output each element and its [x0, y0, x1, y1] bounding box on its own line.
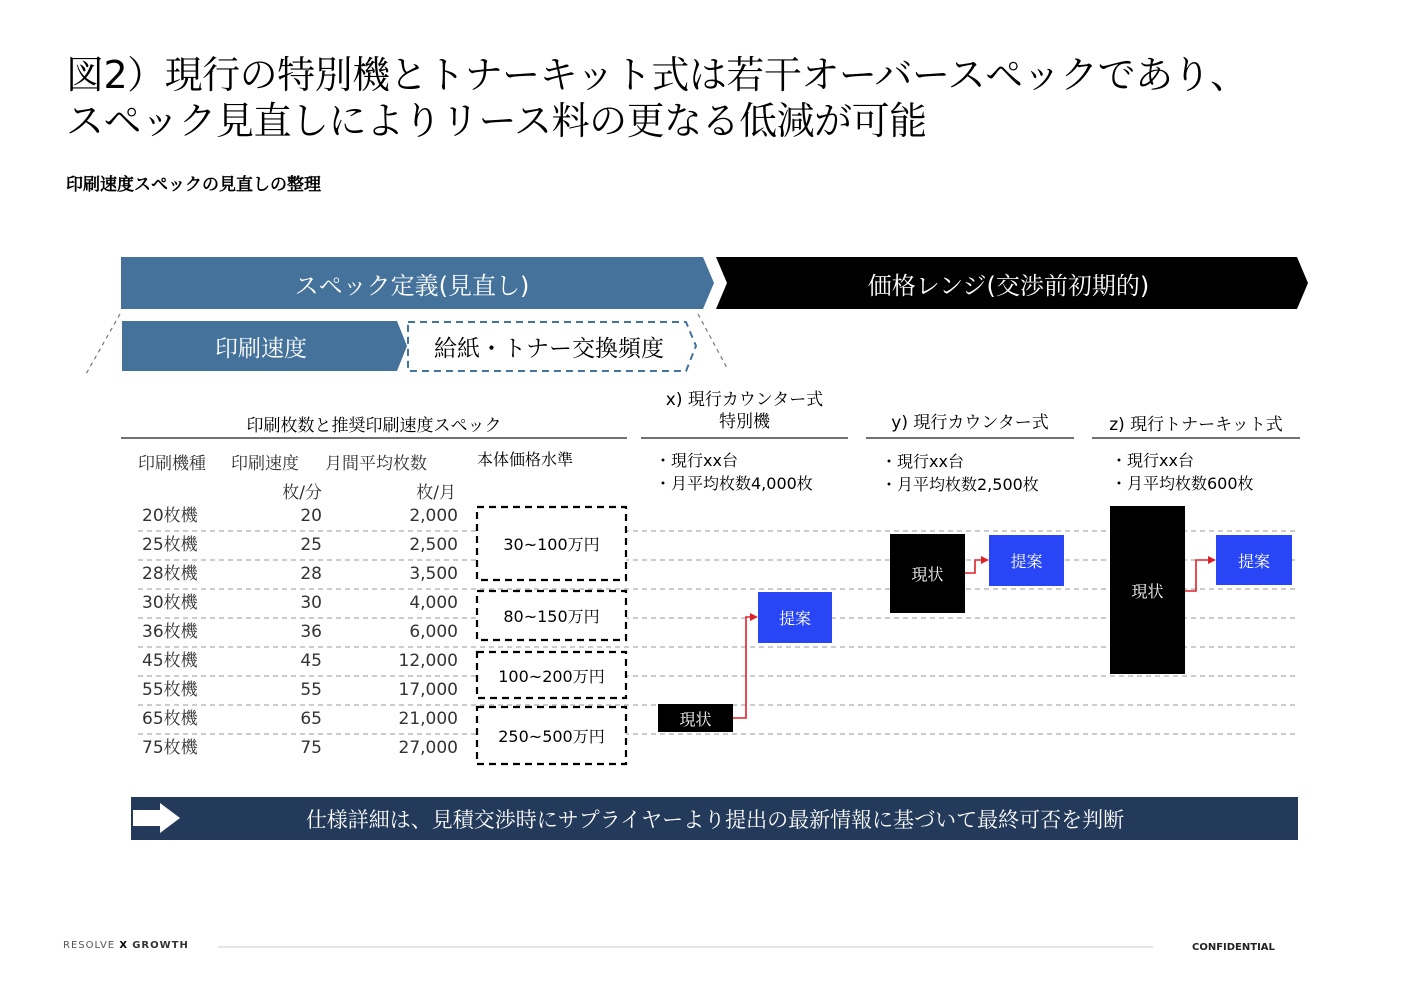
table-row-model: 36枚機	[142, 622, 198, 642]
table-section-header: 印刷枚数と推奨印刷速度スペック	[246, 416, 502, 436]
price-band-label: 100~200万円	[498, 666, 605, 686]
conclusion-banner: 仕様詳細は、見積交渉時にサプライヤーより提出の最新情報に基づいて最終可否を判断	[305, 807, 1125, 832]
table-row-model: 55枚機	[142, 680, 198, 700]
machine-z-notes	[1111, 449, 1254, 495]
table-row-model: 28枚機	[142, 564, 198, 584]
table-row-model: 45枚機	[142, 651, 198, 671]
table-row-speed: 30	[300, 593, 322, 613]
machine-x-header	[641, 389, 848, 433]
machine-z-proposal-box: 提案	[1216, 535, 1292, 585]
table-row-monthly: 6,000	[409, 622, 458, 642]
table-row-model: 25枚機	[142, 535, 198, 555]
table-row-speed: 65	[300, 709, 322, 729]
machine-y-notes	[881, 450, 1039, 496]
col-header-speed: 印刷速度	[231, 454, 299, 474]
col-header-model: 印刷機種	[138, 454, 206, 474]
tab-print-speed: 印刷速度	[215, 335, 307, 362]
price-band-label: 80~150万円	[503, 607, 600, 626]
machine-y-proposal-box: 提案	[989, 535, 1064, 586]
page-title-line2: スペック見直しによりリース料の更なる低減が可能	[66, 99, 927, 143]
machine-z-header: z) 現行トナーキット式	[1109, 415, 1283, 435]
table-row-model: 65枚機	[142, 709, 198, 729]
machine-z-note1: ・現行xx台	[1111, 451, 1194, 470]
table-row-monthly: 4,000	[409, 593, 458, 613]
machine-z-current-box: 現状	[1110, 506, 1185, 674]
machine-y-header: y) 現行カウンター式	[891, 413, 1049, 433]
table-row-speed: 25	[300, 535, 322, 555]
tab-paper-toner: 給紙・トナー交換頻度	[434, 336, 664, 362]
table-row-model: 20枚機	[142, 506, 198, 526]
col-header-price: 本体価格水準	[477, 450, 574, 469]
confidential-label: CONFIDENTIAL	[1192, 942, 1275, 953]
price-band-label: 250~500万円	[498, 727, 605, 746]
machine-x-title-line1: x) 現行カウンター式	[665, 390, 824, 410]
machine-x-note1: ・現行xx台	[655, 451, 738, 470]
table-row-monthly: 17,000	[398, 680, 458, 700]
table-row-monthly: 21,000	[398, 709, 458, 729]
table-row-monthly: 2,000	[409, 506, 458, 526]
table-row-speed: 55	[300, 680, 322, 700]
table-row-speed: 36	[300, 622, 322, 642]
machine-x-proposal-box: 提案	[758, 592, 832, 643]
table-row-model: 30枚機	[142, 593, 198, 613]
machine-y-note1: ・現行xx台	[881, 452, 964, 471]
col-header-monthly: 月間平均枚数	[325, 454, 427, 474]
table-row-speed: 20	[300, 506, 322, 526]
table-row-speed: 45	[300, 651, 322, 671]
table-row-model: 75枚機	[142, 738, 198, 758]
table-row-monthly: 2,500	[409, 535, 458, 555]
table-row-speed: 28	[300, 564, 322, 584]
price-band-label: 30~100万円	[503, 535, 600, 554]
spec-chevron: スペック定義(見直し)	[294, 271, 530, 300]
table-row-speed: 75	[300, 738, 322, 758]
unit-monthly: 枚/月	[416, 483, 456, 503]
price-chevron: 価格レンジ(交渉前初期的)	[867, 271, 1150, 300]
footer-brand	[63, 940, 189, 951]
machine-y-note2: ・月平均枚数2,500枚	[881, 475, 1039, 494]
machine-x-title-line2: 特別機	[719, 412, 770, 432]
table-row-monthly: 27,000	[398, 738, 458, 758]
unit-speed: 枚/分	[282, 483, 322, 503]
machine-y-current-box: 現状	[890, 534, 965, 613]
page-subtitle: 印刷速度スペックの見直しの整理	[66, 175, 321, 195]
brand-x-logo: X	[119, 940, 129, 951]
table-row-monthly: 12,000	[398, 651, 458, 671]
machine-x-notes	[655, 449, 813, 495]
table-row-monthly: 3,500	[409, 564, 458, 584]
brand-growth: GROWTH	[132, 940, 189, 951]
machine-x-current-box: 現状	[658, 704, 733, 732]
machine-z-note2: ・月平均枚数600枚	[1111, 474, 1254, 493]
page-title-line1: 図2）現行の特別機とトナーキット式は若干オーバースペックであり、	[66, 53, 1248, 97]
machine-x-note2: ・月平均枚数4,000枚	[655, 474, 813, 493]
brand-resolve: RESOLVE	[63, 940, 116, 951]
